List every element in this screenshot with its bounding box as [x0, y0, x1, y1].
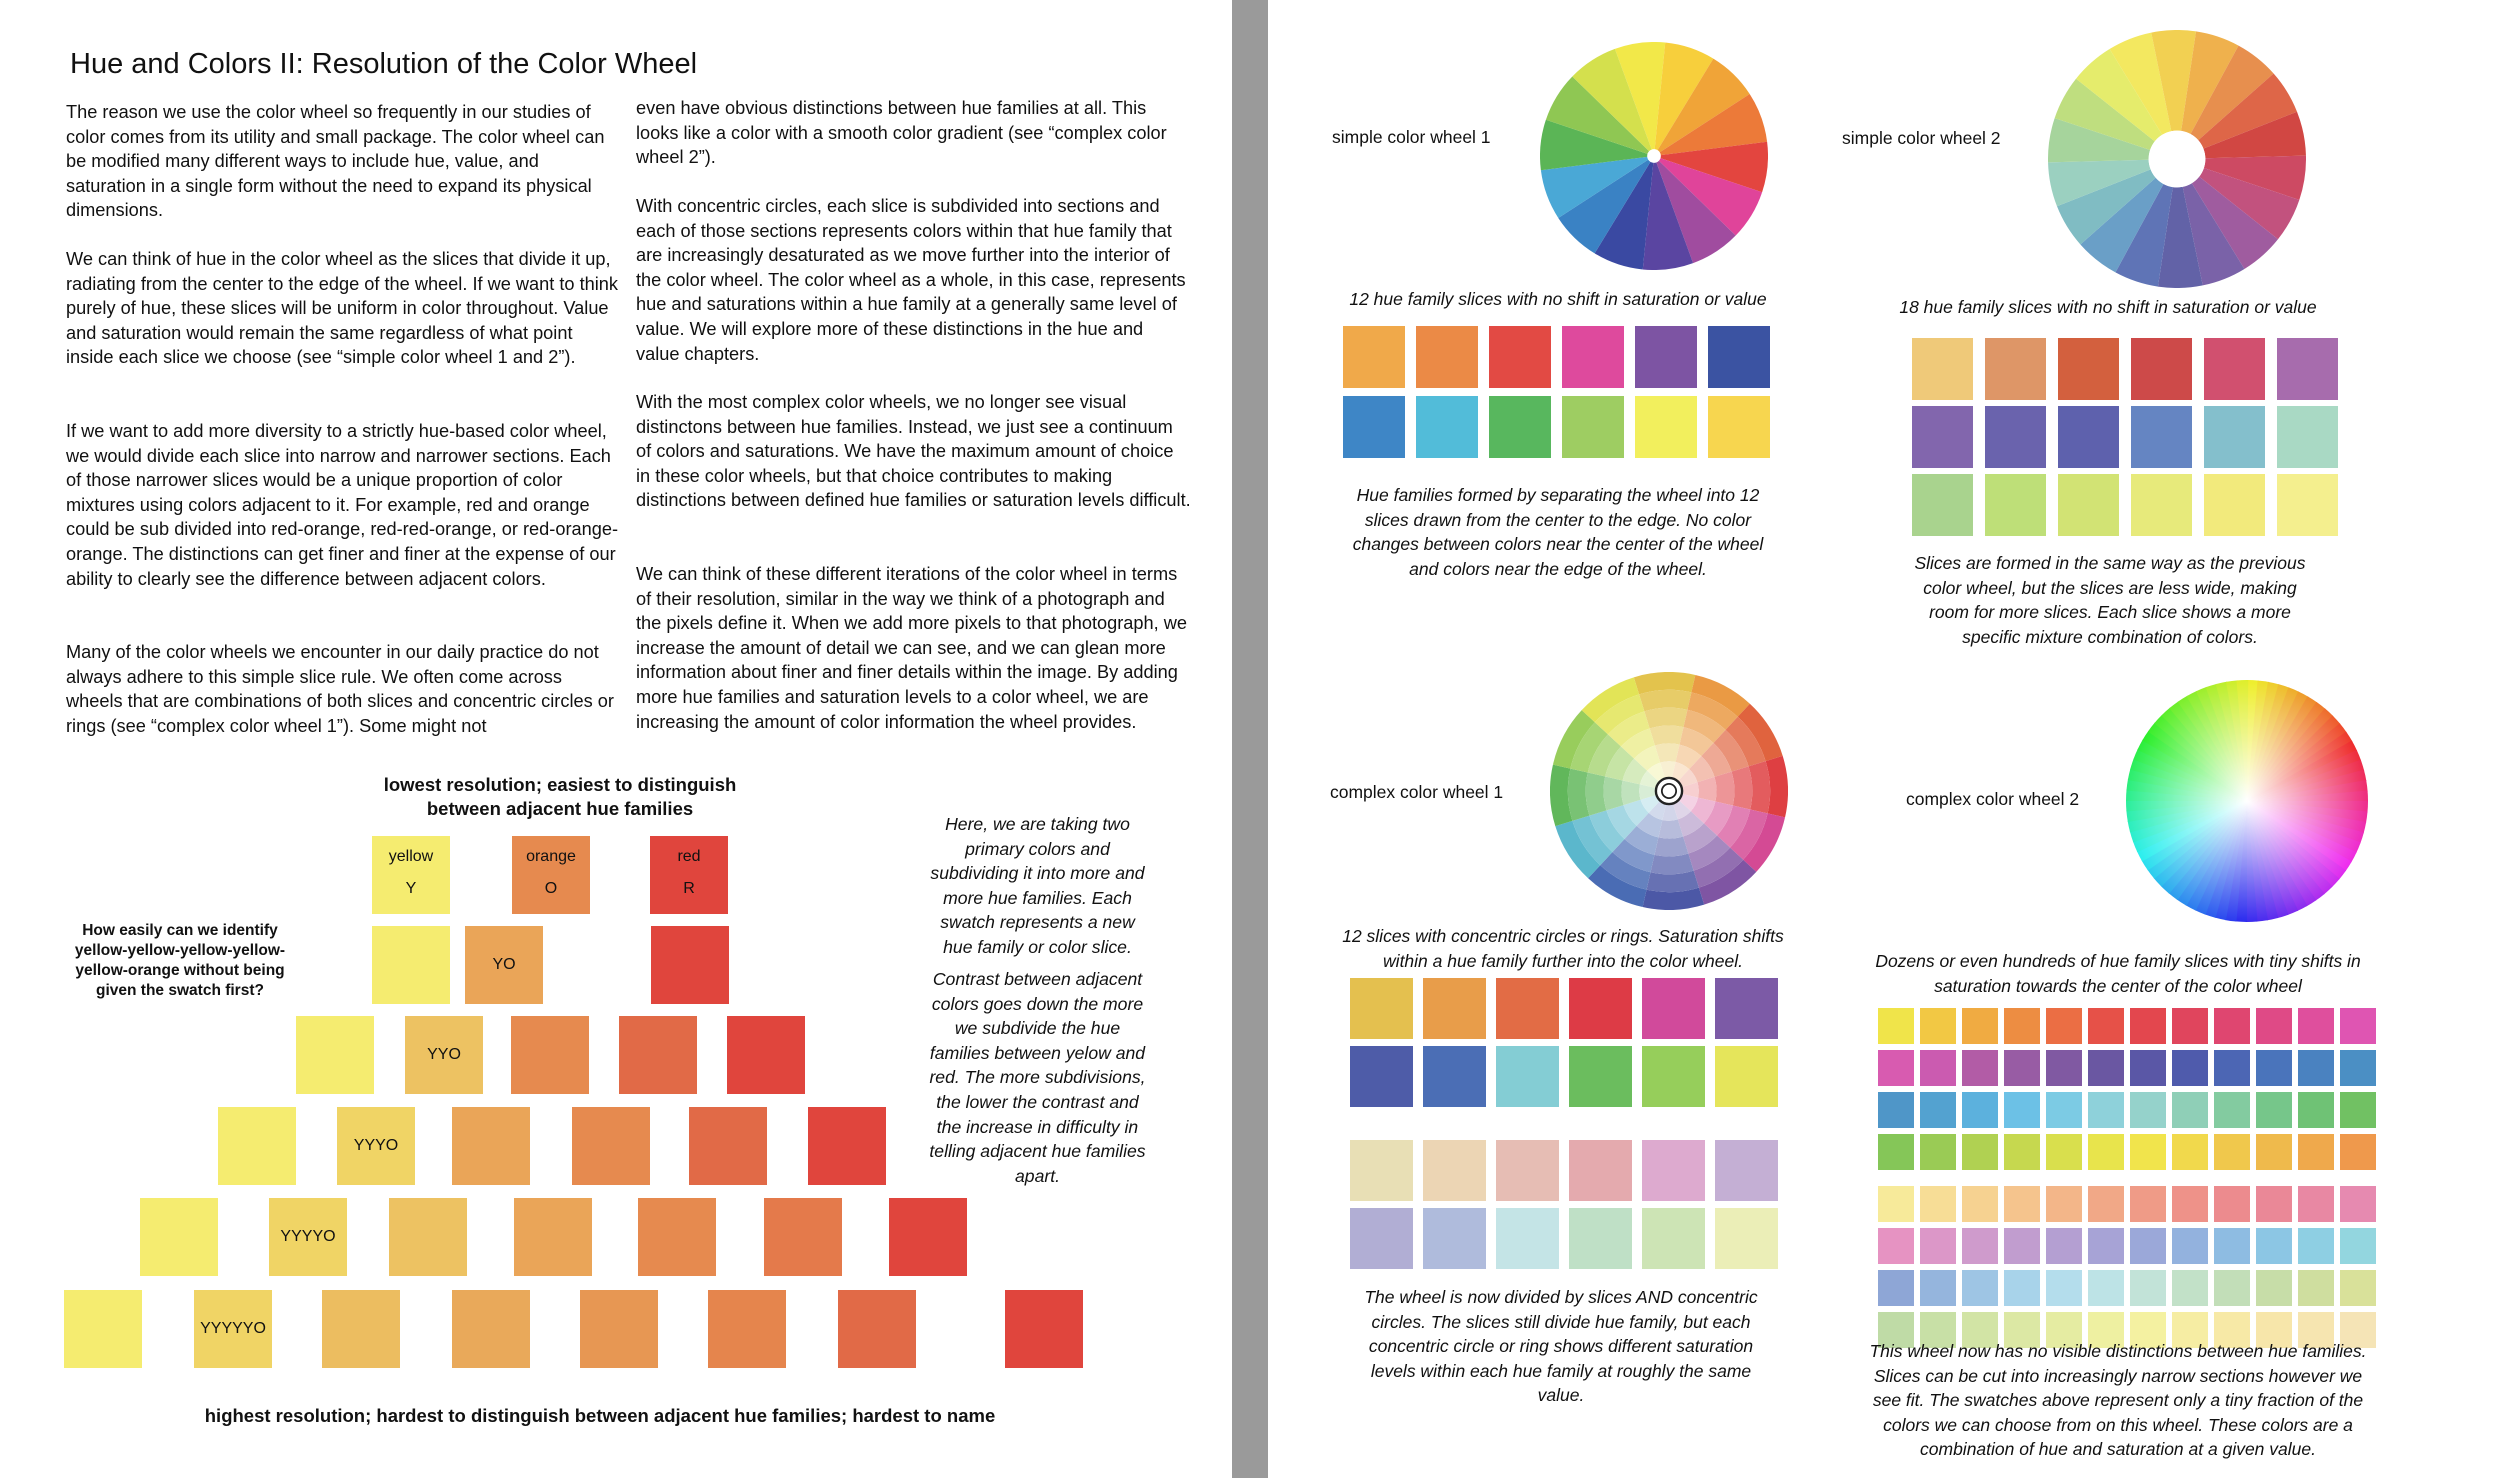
- color-swatch: [2214, 1050, 2250, 1086]
- paragraph: If we want to add more diversity to a strictly hue-based color wheel, we would divide each slice into narrow and narrower sections. Each of those narrower slices would be a unique proportion of color mixtures using colors adjacent to it. For example, red and orange could be sub divided into red-orange, red-red-orange, or red-orange-orange. The distinctions can get finer and finer at the expense of our ability to clearly see the difference between adjacent colors.: [66, 421, 619, 589]
- color-swatch: [2256, 1050, 2292, 1086]
- wheel1-title: simple color wheel 1: [1332, 127, 1491, 147]
- color-swatch: [2130, 1270, 2166, 1306]
- color-swatch: [2340, 1092, 2376, 1128]
- swatch-red: [650, 836, 728, 914]
- color-swatch: [1708, 396, 1770, 458]
- color-swatch: [2256, 1186, 2292, 1222]
- wheel-slice: [1644, 708, 1687, 729]
- pyramid-swatch: [651, 926, 729, 1004]
- color-swatch: [2058, 338, 2119, 400]
- color-swatch: [2214, 1008, 2250, 1044]
- color-swatch: [2172, 1134, 2208, 1170]
- color-swatch: [1962, 1228, 1998, 1264]
- color-swatch: [1985, 406, 2046, 468]
- color-swatch: [1489, 396, 1551, 458]
- color-swatch: [2214, 1134, 2250, 1170]
- color-swatch: [1878, 1134, 1914, 1170]
- color-swatch: [1423, 1208, 1486, 1269]
- color-swatch: [2046, 1092, 2082, 1128]
- simple-color-wheel-1: [1540, 42, 1768, 270]
- color-swatch: [2298, 1186, 2334, 1222]
- pyramid-swatch: [808, 1107, 886, 1185]
- wheel1-caption: Hue families formed by separating the wheel into 12 slices drawn from the center to the edge. No color changes between colors near the center of the wheel and colors near the edge of the wheel.: [1352, 485, 1764, 579]
- color-swatch: [1343, 326, 1405, 388]
- pyramid-swatch-label: YO: [492, 956, 516, 973]
- wheel-slice: [1604, 776, 1624, 810]
- color-swatch: [1962, 1050, 1998, 1086]
- color-swatch: [1642, 1140, 1705, 1201]
- color-swatch: [2340, 1008, 2376, 1044]
- color-swatch: [1635, 396, 1697, 458]
- paragraph: We can think of these different iterations of the color wheel in terms of their resolution, similar in the way we think of a photograph and the pixels define it. When we add more pixels to that photograph, we increase the amount of detail we can see, and we can glean more information about finer and finer details within the image. By adding more hue families and saturation levels to a color wheel, we are increasing the amount of color information the wheel provides.: [636, 564, 1187, 732]
- color-swatch: [2046, 1134, 2082, 1170]
- color-swatch: [2004, 1186, 2040, 1222]
- paragraph: We can think of hue in the color wheel as the slices that divide it up, radiating from the center to the edge of the wheel. If we want to think purely of hue, these slices will be uniform in color throughout. Value and saturation would remain the same regardless of what point inside each slice we choose (see “simple color wheel 1 and 2”).: [66, 249, 619, 368]
- wheel1-summary: 12 hue family slices with no shift in saturation or value: [1349, 289, 1767, 309]
- color-swatch: [2277, 338, 2338, 400]
- color-swatch: [2088, 1228, 2124, 1264]
- color-swatch: [1985, 474, 2046, 536]
- color-swatch: [2088, 1134, 2124, 1170]
- color-swatch: [2088, 1270, 2124, 1306]
- pyramid-swatch: [269, 1198, 347, 1276]
- color-swatch: [1496, 978, 1559, 1039]
- color-swatch: [2004, 1228, 2040, 1264]
- color-swatch: [2046, 1270, 2082, 1306]
- color-swatch: [1920, 1050, 1956, 1086]
- color-swatch: [1423, 1140, 1486, 1201]
- color-swatch: [2046, 1050, 2082, 1086]
- color-swatch: [2256, 1228, 2292, 1264]
- color-swatch: [2172, 1008, 2208, 1044]
- color-swatch: [2088, 1008, 2124, 1044]
- color-swatch: [2214, 1186, 2250, 1222]
- color-swatch: [1496, 1208, 1559, 1269]
- pyramid-swatch: [452, 1107, 530, 1185]
- color-swatch: [1878, 1050, 1914, 1086]
- paragraph: The reason we use the color wheel so frequently in our studies of color comes from its utility and small package. The color wheel can be modified many different ways to include hue, value, and saturation in a single form without the need to expand its physical dimensions.: [66, 102, 605, 221]
- pyramid-swatch: [514, 1198, 592, 1276]
- wheel2-summary: 18 hue family slices with no shift in saturation or value: [1899, 297, 2317, 317]
- color-swatch: [2214, 1228, 2250, 1264]
- color-swatch: [2131, 474, 2192, 536]
- color-swatch: [2256, 1270, 2292, 1306]
- pyramid-swatch: [638, 1198, 716, 1276]
- paragraph: even have obvious distinctions between hue families at all. This looks like a color with a smooth color gradient (see “complex color wheel 2”).: [636, 98, 1167, 168]
- pyramid-swatch: [140, 1198, 218, 1276]
- color-swatch: [2214, 1092, 2250, 1128]
- swatch-orange: [512, 836, 590, 914]
- color-swatch: [1912, 474, 1973, 536]
- swatch-name: orange: [526, 848, 576, 865]
- pyramid-swatch: [465, 926, 543, 1004]
- color-swatch: [1912, 406, 1973, 468]
- color-swatch: [1878, 1270, 1914, 1306]
- color-swatch: [2130, 1228, 2166, 1264]
- pyramid-swatch: [389, 1198, 467, 1276]
- pyramid-swatch: [452, 1290, 530, 1368]
- color-swatch: [2004, 1134, 2040, 1170]
- wheel4-summary: Dozens or even hundreds of hue family slices with tiny shifts in saturation towards the center of the color wheel: [1875, 951, 2361, 996]
- pyramid-swatch-label: YYYO: [353, 1137, 399, 1154]
- paragraph: With the most complex color wheels, we no longer see visual distinctons between hue families. Instead, we just see a continuum of colors and saturations. We have the maximum amount of choice in these color wheels, but that choice contributes to making distinctions between defined hue families or saturation levels difficult.: [636, 392, 1191, 511]
- color-swatch: [1962, 1092, 1998, 1128]
- color-swatch: [2046, 1008, 2082, 1044]
- color-swatch: [1962, 1008, 1998, 1044]
- color-swatch: [1635, 326, 1697, 388]
- color-swatch: [2277, 406, 2338, 468]
- color-swatch: [2172, 1092, 2208, 1128]
- color-swatch: [1569, 1140, 1632, 1201]
- complex-color-wheel-2: [2126, 680, 2368, 922]
- color-swatch: [2340, 1050, 2376, 1086]
- complex-color-wheel-1: [1550, 672, 1788, 910]
- pyramid-swatch: [708, 1290, 786, 1368]
- color-swatch: [2058, 474, 2119, 536]
- color-swatch: [1878, 1228, 1914, 1264]
- swatch-name: red: [677, 848, 701, 865]
- wheel2-title: simple color wheel 2: [1842, 128, 2001, 148]
- color-swatch: [2130, 1008, 2166, 1044]
- pyramid-swatch: [194, 1290, 272, 1368]
- wheel-slice: [1654, 836, 1688, 856]
- simple-color-wheel-2: [2048, 30, 2306, 288]
- color-swatch: [1985, 338, 2046, 400]
- wheel4-caption: This wheel now has no visible distinctions between hue families. Slices can be cut into increasingly narrow sections however we see fit. The swatches above represent only a tiny fraction of the colors we can choose from on this wheel. These colors are a combination of hue and saturation at a given value.: [1869, 1341, 2367, 1460]
- swatch-yellow: [372, 836, 450, 914]
- right-page: [1268, 0, 2500, 1478]
- question-text: How easily can we identify yellow-yellow-yellow-yellow-yellow-orange without being given the swatch first?: [74, 922, 286, 999]
- color-swatch: [1878, 1092, 1914, 1128]
- pyramid-swatch-label: YYYYYO: [200, 1320, 266, 1337]
- wheel-slice: [1732, 766, 1753, 809]
- paragraph: Many of the color wheels we encounter in our daily practice do not always adhere to this simple slice rule. We often come across wheels that are combinations of both slices and concentric circles or rings (see “complex color wheel 1”). Some might not: [66, 642, 614, 736]
- color-swatch: [2204, 406, 2265, 468]
- color-swatch: [1708, 326, 1770, 388]
- color-swatch: [2298, 1228, 2334, 1264]
- pyramid-swatch: [838, 1290, 916, 1368]
- color-swatch: [2256, 1008, 2292, 1044]
- color-swatch: [2256, 1134, 2292, 1170]
- color-swatch: [2298, 1092, 2334, 1128]
- color-swatch: [1642, 1046, 1705, 1107]
- color-swatch: [1489, 326, 1551, 388]
- swatch-name: yellow: [388, 848, 434, 865]
- color-swatch: [1350, 1140, 1413, 1201]
- pyramid-swatch-label: YYO: [427, 1046, 461, 1063]
- pyramid-swatch: [889, 1198, 967, 1276]
- swatch-code: Y: [405, 880, 417, 897]
- color-swatch: [1416, 396, 1478, 458]
- color-swatch: [2046, 1186, 2082, 1222]
- wheel3-summary: 12 slices with concentric circles or rings. Saturation shifts within a hue family further into the color wheel.: [1342, 926, 1784, 971]
- color-swatch: [2004, 1092, 2040, 1128]
- color-swatch: [2058, 406, 2119, 468]
- color-swatch: [1343, 396, 1405, 458]
- wheel2-caption: Slices are formed in the same way as the previous color wheel, but the slices are less wide, making room for more slices. Each slice shows a more specific mixture combination of colors.: [1914, 553, 2306, 647]
- pyramid-swatch: [372, 926, 450, 1004]
- color-swatch: [1962, 1270, 1998, 1306]
- color-swatch: [1416, 326, 1478, 388]
- pyramid-swatch: [218, 1107, 296, 1185]
- color-swatch: [1642, 978, 1705, 1039]
- color-swatch: [1569, 978, 1632, 1039]
- color-swatch: [2340, 1134, 2376, 1170]
- wheel-slice: [1714, 772, 1734, 806]
- color-swatch: [2340, 1270, 2376, 1306]
- color-swatch: [1569, 1046, 1632, 1107]
- color-swatch: [2088, 1050, 2124, 1086]
- highest-resolution-label: highest resolution; hardest to distinguish between adjacent hue families; hardest to name: [204, 1405, 996, 1426]
- color-swatch: [2340, 1228, 2376, 1264]
- wheel-slice: [1586, 773, 1607, 816]
- color-swatch: [2046, 1228, 2082, 1264]
- wheel-svg: [2126, 680, 2368, 922]
- color-swatch: [2172, 1050, 2208, 1086]
- color-swatch: [2298, 1008, 2334, 1044]
- color-swatch: [1962, 1134, 1998, 1170]
- color-swatch: [2131, 406, 2192, 468]
- pyramid-swatch: [64, 1290, 142, 1368]
- wheel-svg: [2048, 30, 2306, 288]
- wheel-svg: [1550, 672, 1788, 910]
- color-swatch: [1496, 1046, 1559, 1107]
- color-swatch: [1920, 1092, 1956, 1128]
- pyramid-swatch: [337, 1107, 415, 1185]
- color-swatch: [2004, 1270, 2040, 1306]
- color-swatch: [1920, 1186, 1956, 1222]
- pyramid-swatch: [619, 1016, 697, 1094]
- color-swatch: [2204, 474, 2265, 536]
- paragraph: With concentric circles, each slice is subdivided into sections and each of those sections represents colors within that hue family that are increasingly desaturated as we move further into the interior of the color wheel. The color wheel as a whole, in this case, represents hue and saturations within a hue family at a generally same level of value. We will explore more of these distinctions in the hue and value chapters.: [636, 196, 1186, 364]
- page-title: Hue and Colors II: Resolution of the Color Wheel: [70, 48, 698, 80]
- swatch-code: O: [544, 880, 558, 897]
- side-note-subdivision: Here, we are taking two primary colors and subdividing it into more and more hue families. Each swatch represents a new hue family or color slice.: [930, 814, 1145, 957]
- side-note-contrast: Contrast between adjacent colors goes down the more we subdivide the hue families between yelow and red. The more subdivisions, the lower the contrast and the increase in difficulty in telling adjacent hue families apart.: [929, 969, 1146, 1186]
- color-swatch: [2130, 1186, 2166, 1222]
- color-swatch: [2130, 1050, 2166, 1086]
- wheel3-title: complex color wheel 1: [1330, 782, 1504, 802]
- pyramid-swatch-label: YYYYO: [280, 1228, 336, 1245]
- color-swatch: [2004, 1050, 2040, 1086]
- color-swatch: [2130, 1134, 2166, 1170]
- wheel4-title: complex color wheel 2: [1906, 789, 2080, 809]
- color-swatch: [2172, 1270, 2208, 1306]
- color-swatch: [1423, 978, 1486, 1039]
- pyramid-swatch: [1005, 1290, 1083, 1368]
- color-swatch: [1715, 1208, 1778, 1269]
- color-swatch: [1912, 338, 1973, 400]
- color-swatch: [2256, 1092, 2292, 1128]
- pyramid-swatch: [580, 1290, 658, 1368]
- color-swatch: [1962, 1186, 1998, 1222]
- color-swatch: [1562, 326, 1624, 388]
- wheel3-caption: The wheel is now divided by slices AND concentric circles. The slices still divide hue family, but each concentric circle or ring shows different saturation levels within each hue family at roughly the same value.: [1364, 1287, 1758, 1406]
- color-swatch: [1920, 1134, 1956, 1170]
- pyramid-swatch: [727, 1016, 805, 1094]
- color-swatch: [2298, 1134, 2334, 1170]
- pyramid-swatch: [322, 1290, 400, 1368]
- color-swatch: [1715, 978, 1778, 1039]
- color-swatch: [2088, 1092, 2124, 1128]
- color-swatch: [2204, 338, 2265, 400]
- color-swatch: [2277, 474, 2338, 536]
- color-swatch: [1920, 1228, 1956, 1264]
- color-swatch: [2298, 1270, 2334, 1306]
- color-swatch: [2214, 1270, 2250, 1306]
- color-swatch: [1423, 1046, 1486, 1107]
- color-swatch: [1642, 1208, 1705, 1269]
- color-swatch: [1920, 1008, 1956, 1044]
- color-swatch: [1878, 1008, 1914, 1044]
- lowest-resolution-label: lowest resolution; easiest to distinguish between adjacent hue families: [383, 774, 737, 819]
- color-swatch: [2172, 1228, 2208, 1264]
- color-swatch: [1878, 1186, 1914, 1222]
- color-swatch: [1562, 396, 1624, 458]
- left-page: [0, 0, 1232, 1478]
- color-swatch: [1350, 1046, 1413, 1107]
- color-swatch: [2131, 338, 2192, 400]
- swatch-code: R: [683, 880, 695, 897]
- color-swatch: [2088, 1186, 2124, 1222]
- color-swatch: [1496, 1140, 1559, 1201]
- pyramid-swatch: [764, 1198, 842, 1276]
- pyramid-swatch: [296, 1016, 374, 1094]
- pyramid-swatch: [572, 1107, 650, 1185]
- color-swatch: [1350, 1208, 1413, 1269]
- color-swatch: [2130, 1092, 2166, 1128]
- pyramid-swatch: [689, 1107, 767, 1185]
- color-swatch: [1715, 1140, 1778, 1201]
- color-swatch: [2004, 1008, 2040, 1044]
- wheel-svg: [1540, 42, 1768, 270]
- color-swatch: [2172, 1186, 2208, 1222]
- wheel-slice: [1650, 726, 1684, 746]
- color-swatch: [2340, 1186, 2376, 1222]
- pyramid-swatch: [405, 1016, 483, 1094]
- color-swatch: [1569, 1208, 1632, 1269]
- color-swatch: [1715, 1046, 1778, 1107]
- color-swatch: [1350, 978, 1413, 1039]
- wheel-slice: [1651, 854, 1694, 875]
- color-swatch: [1920, 1270, 1956, 1306]
- color-swatch: [2298, 1050, 2334, 1086]
- pyramid-swatch: [511, 1016, 589, 1094]
